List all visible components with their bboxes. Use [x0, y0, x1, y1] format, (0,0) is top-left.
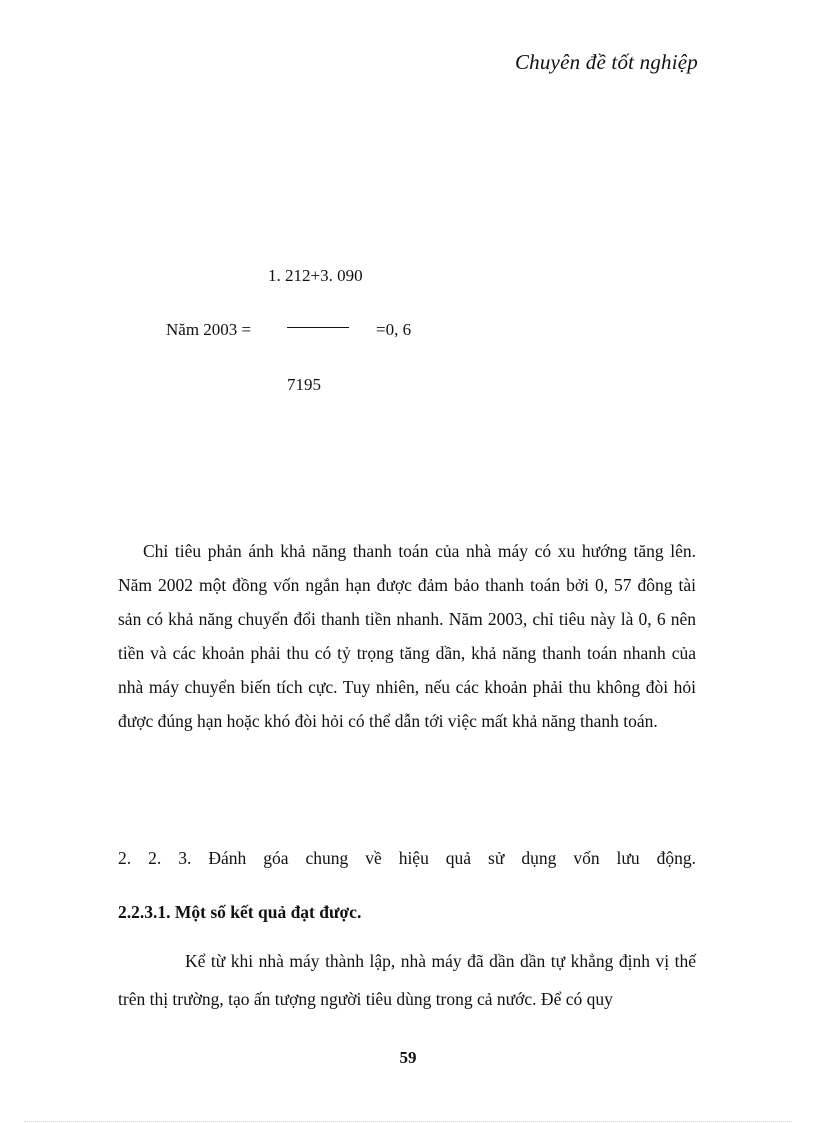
subsection-heading: 2.2.3.1. Một số kết quả đạt được. — [118, 902, 362, 922]
body-paragraph: Chỉ tiêu phản ánh khả năng thanh toán của nhà máy có xu hướng tăng lên. Năm 2002 một đồng vốn ngắn hạn được đảm bảo thanh toán bởi 0, 57 đông tài sản có khả năng chuyển đổi thanh tiền nhanh. Năm 2003, chỉ tiêu này là 0, 6 nên tiền và các khoản phải thu có tỷ trọng tăng dần, khả năng thanh toán nhanh của nhà máy chuyển biến tích cực. Tuy nhiên, nếu các khoản phải thu không đòi hỏi được đúng hạn hoặc khó đòi hỏi có thể dẫn tới việc mất khả năng thanh toán. — [118, 541, 696, 731]
page-number: 59 — [399, 1048, 417, 1067]
body-paragraph: Kể từ khi nhà máy thành lập, nhà máy đã dần dần tự khẳng định vị thế trên thị trường, tạo ấn tượng người tiêu dùng trong cả nước. Để có quy — [118, 951, 696, 1009]
formula-numerator: 1. 212+3. 090 — [268, 266, 363, 285]
fraction-bar — [287, 327, 349, 328]
page-bottom-edge — [24, 1121, 792, 1122]
page-header-title: Chuyên đề tốt nghiệp — [514, 50, 698, 74]
formula-lhs: Năm 2003 = — [166, 320, 252, 339]
formula-denominator: 7195 — [287, 375, 321, 394]
section-heading: 2. 2. 3. Đánh góa chung về hiệu quả sử dụng vốn lưu động. — [118, 848, 696, 868]
formula-result: =0, 6 — [376, 320, 412, 339]
